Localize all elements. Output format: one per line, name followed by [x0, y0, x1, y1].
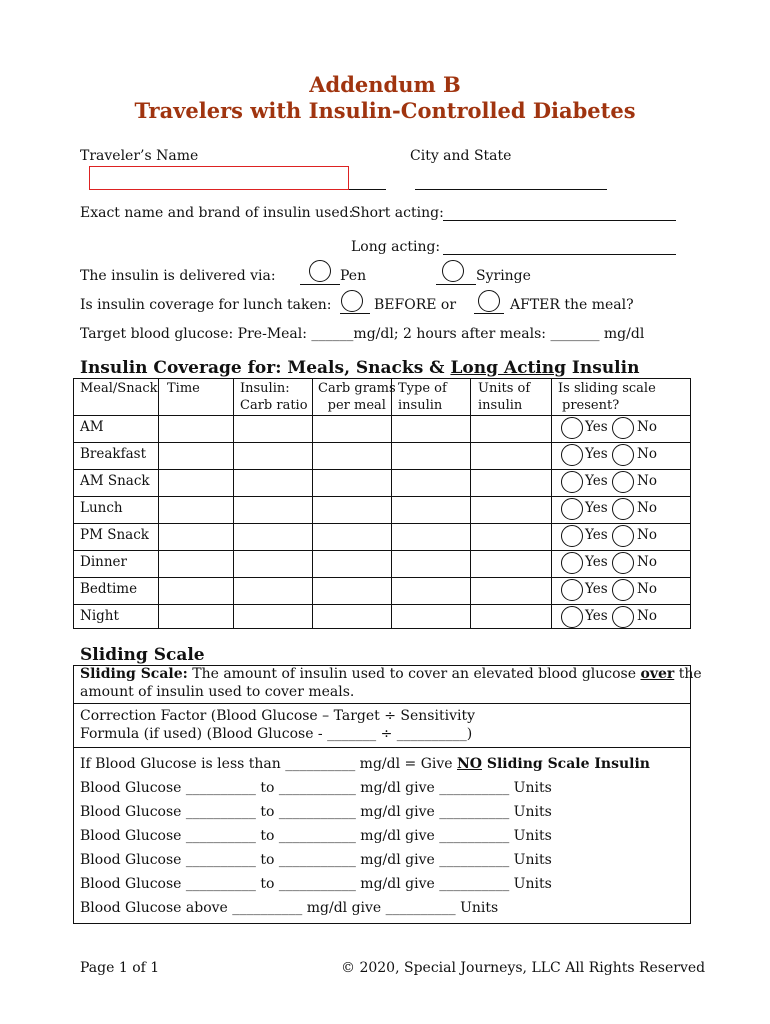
- header-meal-snack: Meal/Snack: [80, 381, 158, 396]
- sliding-yes-label: Yes: [585, 608, 608, 624]
- correction-factor-line2[interactable]: Formula (if used) (Blood Glucose - _______ ÷ __________): [80, 726, 473, 742]
- header-insulin-carb-ratio: Insulin: Carb ratio: [240, 381, 308, 413]
- sliding-yes-label: Yes: [585, 554, 608, 570]
- short-acting-field[interactable]: [443, 220, 676, 221]
- before-underline: [340, 313, 370, 314]
- insulin-brand-label: Exact name and brand of insulin used:: [80, 205, 354, 221]
- sliding-scale-heading: Sliding Scale: [80, 645, 205, 665]
- traveler-name-field[interactable]: [89, 166, 349, 190]
- table-row-divider: [74, 577, 690, 578]
- after-label: AFTER the meal?: [510, 297, 634, 313]
- sliding-yes-radio[interactable]: [561, 417, 583, 439]
- sliding-no-radio[interactable]: [612, 498, 634, 520]
- glucose-range-row[interactable]: Blood Glucose __________ to ___________ mg/dl give __________ Units: [80, 780, 552, 796]
- glucose-range-row[interactable]: Blood Glucose __________ to ___________ mg/dl give __________ Units: [80, 876, 552, 892]
- before-label: BEFORE or: [374, 297, 457, 313]
- table-row-divider: [74, 469, 690, 470]
- sliding-yes-label: Yes: [585, 581, 608, 597]
- document-title: Addendum B: [309, 72, 461, 97]
- copyright: © 2020, Special Journeys, LLC All Rights Reserved: [341, 960, 706, 976]
- sliding-no-radio[interactable]: [612, 579, 634, 601]
- sliding-yes-label: Yes: [585, 500, 608, 516]
- table-row-divider: [74, 415, 690, 416]
- sliding-no-radio[interactable]: [612, 471, 634, 493]
- before-radio[interactable]: [341, 290, 363, 312]
- table-row-label: AM: [80, 419, 104, 435]
- glucose-range-row[interactable]: Blood Glucose __________ to ___________ mg/dl give __________ Units: [80, 852, 552, 868]
- syringe-label: Syringe: [476, 268, 531, 284]
- glucose-range-row[interactable]: Blood Glucose __________ to ___________ mg/dl give __________ Units: [80, 804, 552, 820]
- sliding-no-radio[interactable]: [612, 606, 634, 628]
- header-time: Time: [167, 381, 200, 396]
- table-row-label: AM Snack: [80, 473, 150, 489]
- table-row-divider: [74, 442, 690, 443]
- sliding-yes-radio[interactable]: [561, 444, 583, 466]
- city-state-label: City and State: [410, 148, 512, 164]
- sliding-scale-box: [73, 665, 702, 924]
- table-row-label: Lunch: [80, 500, 123, 516]
- short-acting-label: Short acting:: [351, 205, 444, 221]
- lunch-coverage-label: Is insulin coverage for lunch taken:: [80, 297, 332, 313]
- table-row-divider: [74, 496, 690, 497]
- page-number: Page 1 of 1: [80, 960, 160, 976]
- header-sliding-present: Is sliding scale present?: [558, 381, 656, 413]
- header-type-insulin: Type of insulin: [398, 381, 447, 413]
- traveler-name-label: Traveler’s Name: [80, 148, 199, 164]
- sliding-definition-line2: amount of insulin used to cover meals.: [80, 684, 355, 700]
- sliding-no-radio[interactable]: [612, 444, 634, 466]
- glucose-range-row[interactable]: Blood Glucose __________ to ___________ mg/dl give __________ Units: [80, 828, 552, 844]
- sliding-no-label: No: [637, 554, 657, 570]
- traveler-name-underline: [349, 189, 386, 190]
- sliding-no-label: No: [637, 527, 657, 543]
- sliding-no-radio[interactable]: [612, 552, 634, 574]
- sliding-no-radio[interactable]: [612, 417, 634, 439]
- long-acting-label: Long acting:: [351, 239, 441, 255]
- city-state-field[interactable]: [415, 189, 607, 190]
- table-row-label: Bedtime: [80, 581, 138, 597]
- coverage-heading: Insulin Coverage for: Meals, Snacks & Long Acting Insulin: [80, 358, 640, 378]
- sliding-yes-label: Yes: [585, 527, 608, 543]
- syringe-underline: [436, 284, 476, 285]
- table-row-label: PM Snack: [80, 527, 149, 543]
- no-sliding-threshold-line[interactable]: If Blood Glucose is less than __________ mg/dl = Give NO Sliding Scale Insulin: [80, 756, 650, 772]
- delivery-label: The insulin is delivered via:: [80, 268, 276, 284]
- pen-underline: [300, 284, 340, 285]
- after-underline: [474, 313, 504, 314]
- sliding-yes-radio[interactable]: [561, 498, 583, 520]
- sliding-yes-radio[interactable]: [561, 606, 583, 628]
- table-row-divider: [74, 523, 690, 524]
- table-row-divider: [74, 604, 690, 605]
- table-row-label: Dinner: [80, 554, 127, 570]
- table-row-label: Breakfast: [80, 446, 146, 462]
- syringe-radio[interactable]: [442, 260, 464, 282]
- sliding-no-label: No: [637, 473, 657, 489]
- sliding-no-label: No: [637, 446, 657, 462]
- sliding-yes-label: Yes: [585, 446, 608, 462]
- sliding-definition-line1: Sliding Scale: The amount of insulin used to cover an elevated blood glucose over the: [80, 666, 702, 682]
- after-radio[interactable]: [478, 290, 500, 312]
- table-row-label: Night: [80, 608, 119, 624]
- glucose-above-line[interactable]: Blood Glucose above __________ mg/dl give __________ Units: [80, 900, 499, 916]
- sliding-no-label: No: [637, 500, 657, 516]
- table-row-divider: [74, 550, 690, 551]
- header-units-insulin: Units of insulin: [478, 381, 531, 413]
- sliding-yes-label: Yes: [585, 473, 608, 489]
- sliding-no-label: No: [637, 581, 657, 597]
- long-acting-field[interactable]: [443, 254, 676, 255]
- header-carb-grams: Carb grams per meal: [318, 381, 396, 413]
- pen-radio[interactable]: [309, 260, 331, 282]
- sliding-yes-radio[interactable]: [561, 579, 583, 601]
- document-subtitle: Travelers with Insulin-Controlled Diabetes: [134, 98, 636, 123]
- sliding-yes-radio[interactable]: [561, 525, 583, 547]
- sliding-no-radio[interactable]: [612, 525, 634, 547]
- sliding-yes-radio[interactable]: [561, 552, 583, 574]
- sliding-no-label: No: [637, 419, 657, 435]
- sliding-yes-radio[interactable]: [561, 471, 583, 493]
- sliding-no-label: No: [637, 608, 657, 624]
- coverage-table: [73, 378, 691, 629]
- pen-label: Pen: [340, 268, 367, 284]
- target-glucose-line: Target blood glucose: Pre-Meal: ______mg/dl; 2 hours after meals: _______ mg/dl: [80, 326, 645, 342]
- correction-factor-line1: Correction Factor (Blood Glucose – Target ÷ Sensitivity: [80, 708, 475, 724]
- sliding-yes-label: Yes: [585, 419, 608, 435]
